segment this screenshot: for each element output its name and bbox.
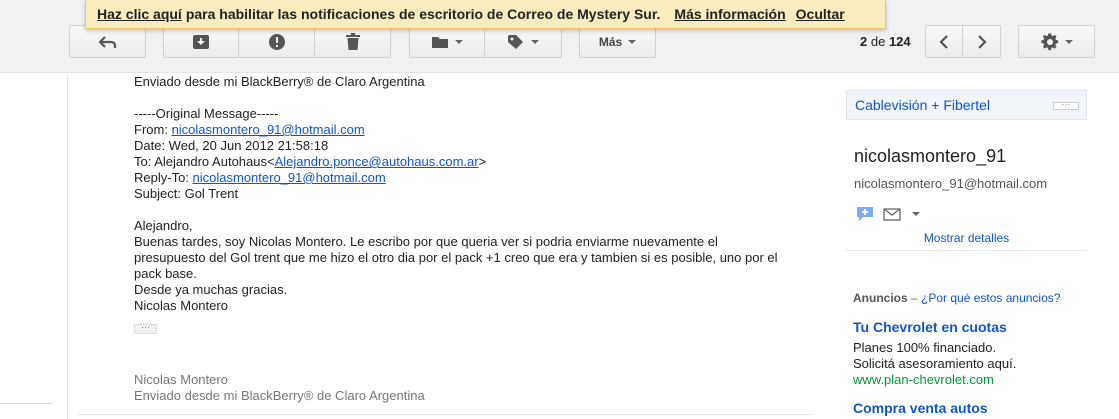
pager-current: 2 — [860, 34, 868, 49]
footer-name: Nicolas Montero — [134, 372, 228, 387]
to-close: > — [478, 154, 487, 169]
cablevision-label: Cablevisión + Fibertel — [855, 97, 991, 113]
ads-dash: – — [907, 291, 922, 305]
settings-button[interactable] — [1018, 25, 1095, 58]
cablevision-more-button[interactable]: ··· — [1053, 102, 1079, 110]
from-email-link[interactable]: nicolasmontero_91@hotmail.com — [171, 122, 365, 137]
reply-to-label: Reply-To: — [134, 170, 193, 185]
chevron-down-icon — [455, 40, 463, 44]
divider — [0, 403, 52, 404]
sent-from-line: Enviado desde mi BlackBerry® de Claro Argentina — [134, 74, 425, 89]
chat-icon[interactable] — [856, 206, 874, 222]
ad-url[interactable]: www.plan-chevrolet.com — [853, 372, 994, 387]
labels-button[interactable] — [485, 25, 562, 58]
contact-email: nicolasmontero_91@hotmail.com — [854, 176, 1048, 191]
reply-to-email-link[interactable]: nicolasmontero_91@hotmail.com — [192, 170, 386, 185]
thanks-line: Desde ya muchas gracias. — [134, 282, 288, 297]
pager-of: de — [870, 34, 886, 49]
ad-title[interactable]: Compra venta autos — [853, 400, 988, 416]
ads-header — [853, 291, 1060, 305]
ad-text: Solicitá asesoramiento aquí. — [853, 356, 1017, 371]
chevron-down-icon — [531, 40, 539, 44]
notification-message: para habilitar las notificaciones de escritorio de Correo de Mystery Sur. — [185, 6, 661, 22]
date-line: Date: Wed, 20 Jun 2012 21:58:18 — [134, 138, 329, 153]
chevron-down-icon — [628, 40, 636, 44]
newer-button[interactable] — [925, 25, 963, 58]
folder-icon — [431, 35, 449, 49]
chevron-down-icon — [1065, 40, 1073, 44]
signature-name: Nicolas Montero — [134, 298, 228, 313]
archive-button[interactable] — [163, 25, 239, 58]
chevron-right-icon — [977, 35, 987, 49]
to-email-link[interactable]: Alejandro.ponce@autohaus.com.ar — [274, 154, 479, 169]
cablevision-bar[interactable] — [846, 90, 1087, 120]
label-tag-icon — [507, 34, 525, 50]
footer-sent-from: Enviado desde mi BlackBerry® de Claro Argentina — [134, 388, 425, 403]
original-message-header: -----Original Message----- — [134, 106, 279, 121]
move-to-button[interactable] — [409, 25, 485, 58]
report-spam-icon — [268, 33, 286, 51]
chevron-down-icon[interactable] — [912, 212, 920, 216]
subject-line: Subject: Gol Trent — [134, 186, 239, 201]
divider — [846, 250, 1087, 251]
show-details-link[interactable]: Mostrar detalles — [923, 231, 1010, 245]
delete-button[interactable] — [315, 25, 391, 58]
to-label: To: Alejandro Autohaus< — [134, 154, 275, 169]
from-line — [134, 122, 794, 138]
enable-notifications-link[interactable]: Haz clic aquí — [97, 6, 182, 22]
archive-icon — [192, 34, 210, 50]
body-paragraph: Buenas tardes, soy Nicolas Montero. Le escribo por que queria ver si podria enviarme nuevamente el presupuesto del Gol trent que me hizo el otro dia por el pack +1 creo que era y tambien si es posible, uno por el pack base. — [134, 234, 778, 281]
more-button-label: Más — [598, 34, 623, 49]
trash-icon — [345, 33, 361, 51]
greeting: Alejandro, — [134, 218, 193, 233]
report-spam-button[interactable] — [239, 25, 315, 58]
from-label: From: — [134, 122, 172, 137]
message-body — [134, 74, 794, 404]
back-arrow-icon — [99, 35, 117, 49]
reply-to-line — [134, 170, 794, 186]
why-these-ads-link[interactable]: ¿Por qué estos anuncios? — [921, 291, 1061, 305]
ads-label: Anuncios — [853, 291, 908, 305]
divider — [67, 74, 68, 419]
ad-text: Planes 100% financiado. — [853, 340, 997, 355]
more-button[interactable] — [579, 25, 656, 58]
gear-icon — [1041, 33, 1059, 51]
back-button[interactable] — [69, 25, 146, 58]
chevron-left-icon — [939, 35, 949, 49]
pager-total: 124 — [888, 34, 911, 49]
hide-notification-link[interactable]: Ocultar — [795, 6, 845, 22]
email-icon[interactable] — [883, 208, 901, 221]
show-trimmed-content-button[interactable]: ··· — [134, 324, 157, 334]
divider — [78, 414, 813, 415]
ad-title[interactable]: Tu Chevrolet en cuotas — [853, 319, 1007, 335]
pagination-count — [860, 34, 911, 49]
contact-actions — [856, 206, 920, 222]
more-info-link[interactable]: Más información — [674, 6, 786, 22]
to-line — [134, 154, 794, 170]
desktop-notification-banner — [85, 0, 886, 29]
contact-name: nicolasmontero_91 — [854, 146, 1007, 166]
older-button[interactable] — [963, 25, 1001, 58]
